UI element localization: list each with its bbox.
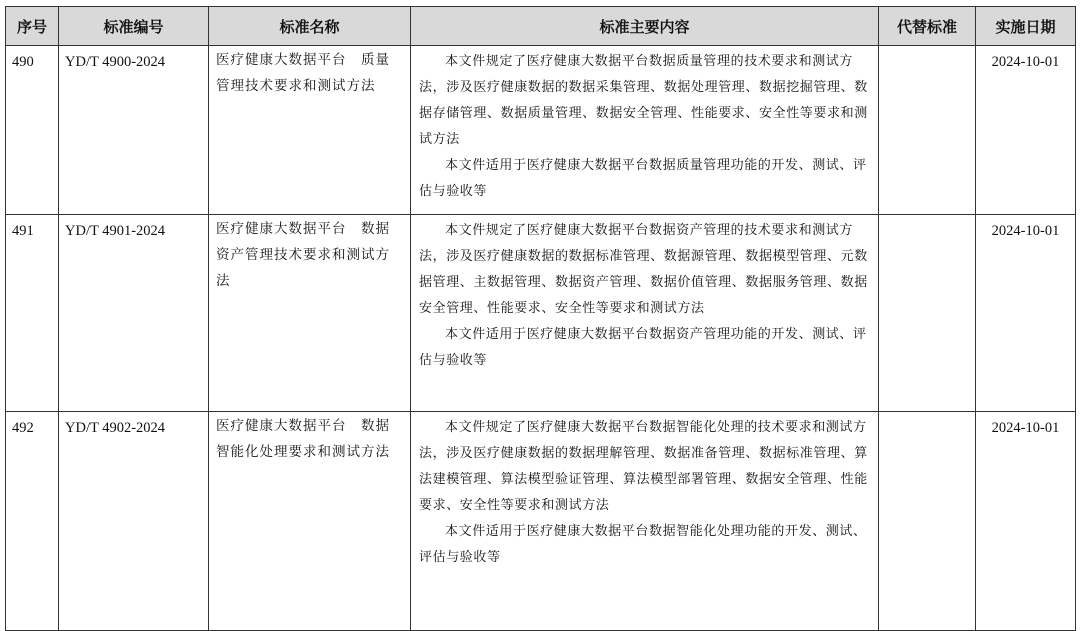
row-main-content	[411, 46, 879, 215]
table-row	[6, 215, 1076, 412]
row-main-content	[411, 412, 879, 631]
row-replaced-standard	[879, 215, 976, 412]
standards-document	[5, 6, 1075, 631]
content-paragraph: 本文件适用于医疗健康大数据平台数据智能化处理功能的开发、测试、评估与验收等	[419, 524, 867, 565]
header-implementation-date: 实施日期	[976, 7, 1076, 46]
header-main-content: 标准主要内容	[411, 7, 879, 46]
row-standard-name: 医疗健康大数据平台 数据资产管理技术要求和测试方法	[209, 215, 411, 412]
header-standard-code: 标准编号	[59, 7, 209, 46]
content-paragraph: 本文件适用于医疗健康大数据平台数据质量管理功能的开发、测试、评估与验收等	[419, 158, 867, 199]
row-number: 490	[6, 46, 59, 215]
row-main-content	[411, 215, 879, 412]
row-implementation-date: 2024-10-01	[976, 46, 1076, 215]
row-implementation-date: 2024-10-01	[976, 215, 1076, 412]
content-paragraph: 本文件规定了医疗健康大数据平台数据资产管理的技术要求和测试方法，涉及医疗健康数据的数据标准管理、数据源管理、数据模型管理、元数据管理、主数据管理、数据资产管理、数据价值管理、数据服务管理、数据安全管理、性能要求、安全性等要求和测试方法	[419, 223, 868, 316]
row-number: 492	[6, 412, 59, 631]
row-standard-code: YD/T 4902-2024	[59, 412, 209, 631]
header-standard-name: 标准名称	[209, 7, 411, 46]
row-implementation-date: 2024-10-01	[976, 412, 1076, 631]
row-replaced-standard	[879, 46, 976, 215]
content-paragraph: 本文件规定了医疗健康大数据平台数据智能化处理的技术要求和测试方法，涉及医疗健康数据的数据理解管理、数据准备管理、数据标准管理、算法建模管理、算法模型验证管理、算法模型部署管理、数据安全管理、性能要求、安全性等要求和测试方法	[419, 420, 868, 513]
content-paragraph: 本文件适用于医疗健康大数据平台数据资产管理功能的开发、测试、评估与验收等	[419, 327, 867, 368]
row-standard-name: 医疗健康大数据平台 数据智能化处理要求和测试方法	[209, 412, 411, 631]
standards-table	[5, 6, 1076, 631]
header-replaced-standard: 代替标准	[879, 7, 976, 46]
header-number: 序号	[6, 7, 59, 46]
row-replaced-standard	[879, 412, 976, 631]
table-row	[6, 412, 1076, 631]
table-header-row	[6, 7, 1076, 46]
row-standard-code: YD/T 4901-2024	[59, 215, 209, 412]
row-number: 491	[6, 215, 59, 412]
row-standard-name: 医疗健康大数据平台 质量管理技术要求和测试方法	[209, 46, 411, 215]
row-standard-code: YD/T 4900-2024	[59, 46, 209, 215]
content-paragraph: 本文件规定了医疗健康大数据平台数据质量管理的技术要求和测试方法，涉及医疗健康数据的数据采集管理、数据处理管理、数据挖掘管理、数据存储管理、数据质量管理、数据安全管理、性能要求、安全性等要求和测试方法	[419, 54, 868, 147]
table-row	[6, 46, 1076, 215]
